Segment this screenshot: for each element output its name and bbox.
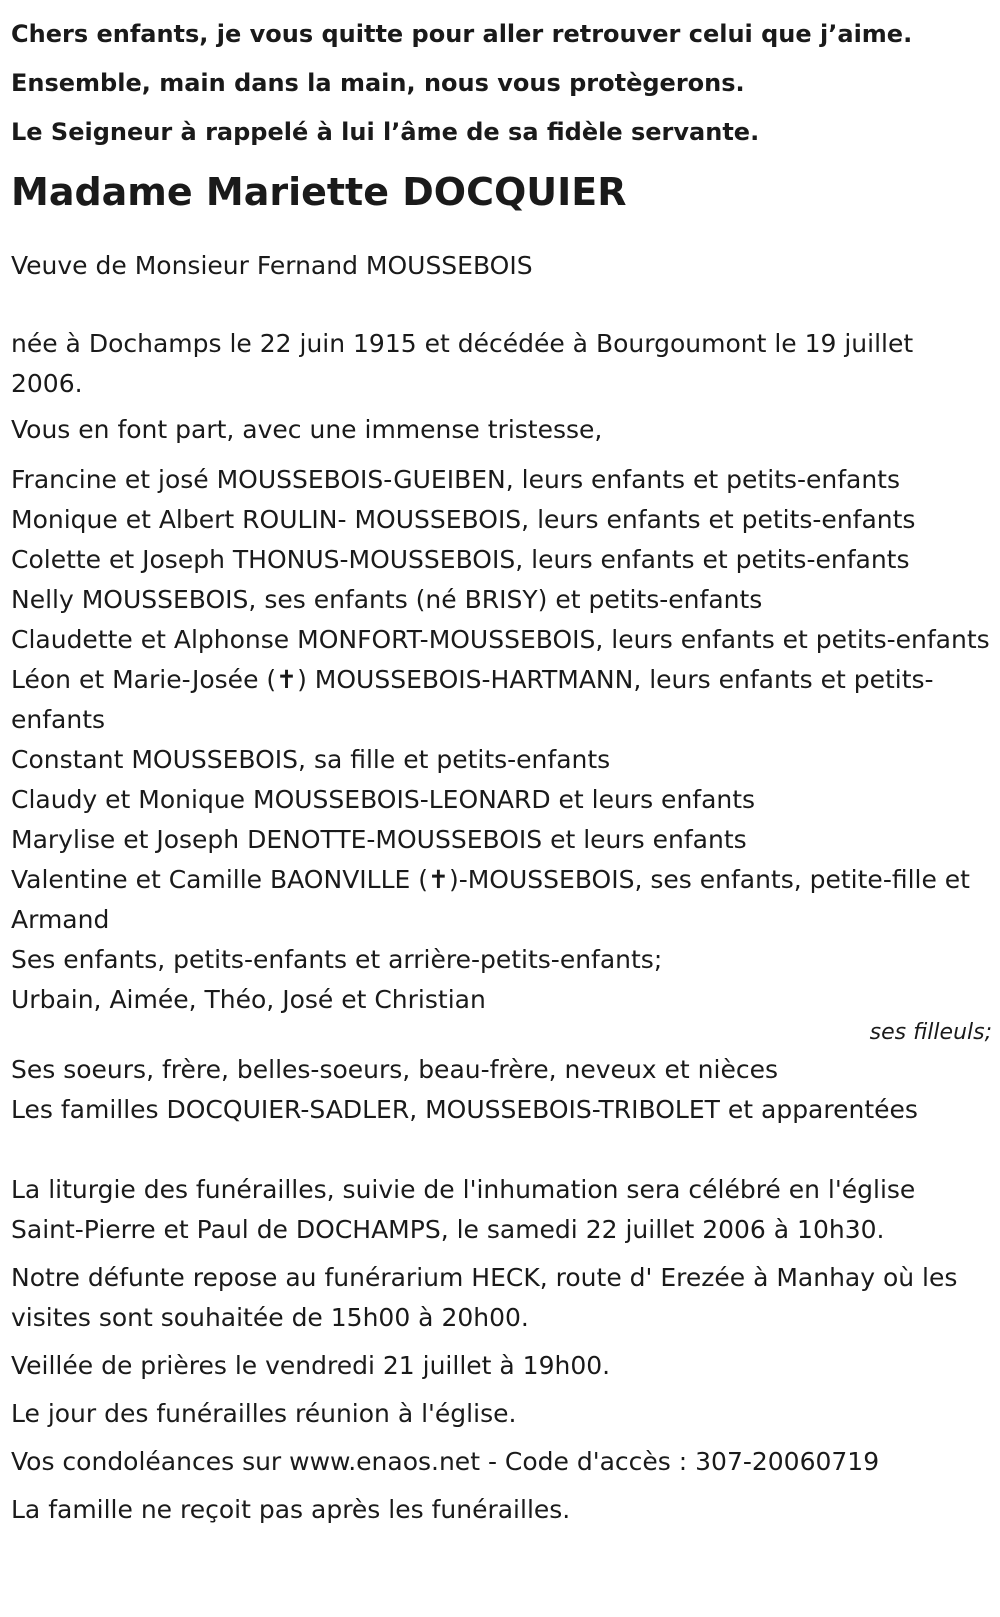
meeting-info: Le jour des funérailles réunion à l'église. (11, 1399, 517, 1428)
family-line: Claudy et Monique MOUSSEBOIS-LEONARD et leurs enfants (11, 785, 756, 814)
family-line: Constant MOUSSEBOIS, sa fille et petits-enfants (11, 745, 611, 774)
intro-verse (11, 0, 992, 157)
closing-note: La famille ne reçoit pas après les funérailles. (11, 1495, 571, 1524)
liturgy-info: La liturgie des funérailles, suivie de l'inhumation sera célébré en l'église Saint-Pierre et Paul de DOCHAMPS, le samedi 22 juillet 2006 à 10h30. (11, 1175, 916, 1244)
funerarium-info: Notre défunte repose au funérarium HECK, route d' Erezée à Manhay où les visites sont souhaitée de 15h00 à 20h00. (11, 1263, 958, 1332)
family-line: Urbain, Aimée, Théo, José et Christian (11, 985, 486, 1014)
relatives-line: Ses soeurs, frère, belles-soeurs, beau-frère, neveux et nièces (11, 1055, 778, 1084)
intro-line: Chers enfants, je vous quitte pour aller retrouver celui que j’aime. (11, 20, 913, 48)
intro-line: Ensemble, main dans la main, nous vous protègerons. (11, 69, 745, 97)
family-line: Ses enfants, petits-enfants et arrière-petits-enfants; (11, 945, 663, 974)
family-list (11, 460, 992, 1046)
relatives-line: Les familles DOCQUIER-SADLER, MOUSSEBOIS-TRIBOLET et apparentées (11, 1095, 918, 1124)
family-line: Claudette et Alphonse MONFORT-MOUSSEBOIS, leurs enfants et petits-enfants (11, 625, 990, 654)
deceased-name: Madame Mariette DOCQUIER (11, 170, 627, 214)
relatives-list (11, 1050, 992, 1130)
family-line: Francine et josé MOUSSEBOIS-GUEIBEN, leurs enfants et petits-enfants (11, 465, 901, 494)
filleuls-label: ses filleuls; (869, 1020, 992, 1045)
announcement: Vous en font part, avec une immense tristesse, (11, 415, 603, 444)
family-line: Colette et Joseph THONUS-MOUSSEBOIS, leurs enfants et petits-enfants (11, 545, 910, 574)
family-line: Valentine et Camille BAONVILLE (✝)-MOUSSEBOIS, ses enfants, petite-fille et Armand (11, 865, 970, 934)
family-line: Monique et Albert ROULIN- MOUSSEBOIS, leurs enfants et petits-enfants (11, 505, 916, 534)
birth-death-dates: née à Dochamps le 22 juin 1915 et décédée à Bourgoumont le 19 juillet 2006. (11, 329, 914, 398)
intro-line: Le Seigneur à rappelé à lui l’âme de sa fidèle servante. (11, 118, 760, 146)
family-line: Nelly MOUSSEBOIS, ses enfants (né BRISY) et petits-enfants (11, 585, 763, 614)
condolences-info: Vos condoléances sur www.enaos.net - Code d'accès : 307-20060719 (11, 1447, 880, 1476)
family-line: Léon et Marie-Josée (✝) MOUSSEBOIS-HARTMANN, leurs enfants et petits-enfants (11, 665, 934, 734)
widow-of: Veuve de Monsieur Fernand MOUSSEBOIS (11, 251, 533, 280)
vigil-info: Veillée de prières le vendredi 21 juillet à 19h00. (11, 1351, 611, 1380)
family-line: Marylise et Joseph DENOTTE-MOUSSEBOIS et leurs enfants (11, 825, 747, 854)
